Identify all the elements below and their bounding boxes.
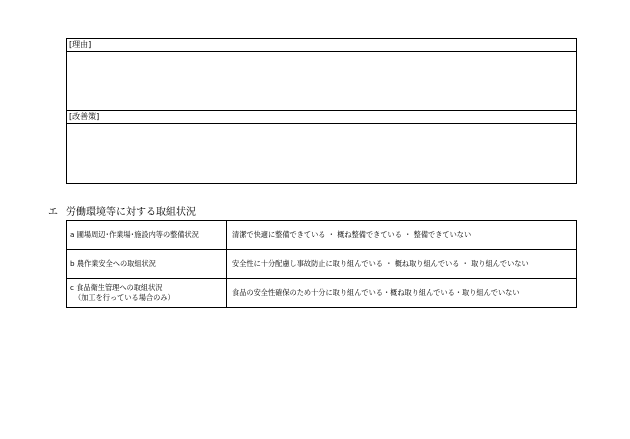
reason-label: [理由] (67, 39, 576, 52)
row-label: a 圃場周辺･作業場･施設内等の整備状況 (67, 221, 227, 250)
section-title: 労働環境等に対する取組状況 (66, 207, 196, 218)
improvement-label: [改善策] (67, 111, 576, 124)
row-sublabel: （加工を行っている場合のみ） (74, 293, 175, 302)
section-marker: エ (48, 207, 58, 218)
row-options[interactable]: 清潔で快適に整備できている ・ 概ね整備できている ・ 整備できていない (227, 221, 577, 250)
improvement-text-area[interactable] (67, 124, 576, 184)
row-label: b 農作業安全への取組状況 (67, 250, 227, 279)
row-label-cell (67, 279, 227, 308)
row-label: c 食品衛生管理への取組状況 (70, 283, 163, 292)
reason-box (66, 38, 577, 111)
table-row (67, 250, 577, 279)
row-options[interactable]: 安全性に十分配慮し事故防止に取り組んでいる ・ 概ね取り組んでいる ・ 取り組んでいない (227, 250, 577, 279)
table-row (67, 279, 577, 308)
section-heading (48, 207, 196, 219)
reason-text-area[interactable] (67, 52, 576, 112)
improvement-box (66, 111, 577, 184)
row-options[interactable]: 食品の安全性確保のため十分に取り組んでいる・概ね取り組んでいる・取り組んでいない (227, 279, 577, 308)
table-row (67, 221, 577, 250)
status-table (66, 220, 577, 308)
